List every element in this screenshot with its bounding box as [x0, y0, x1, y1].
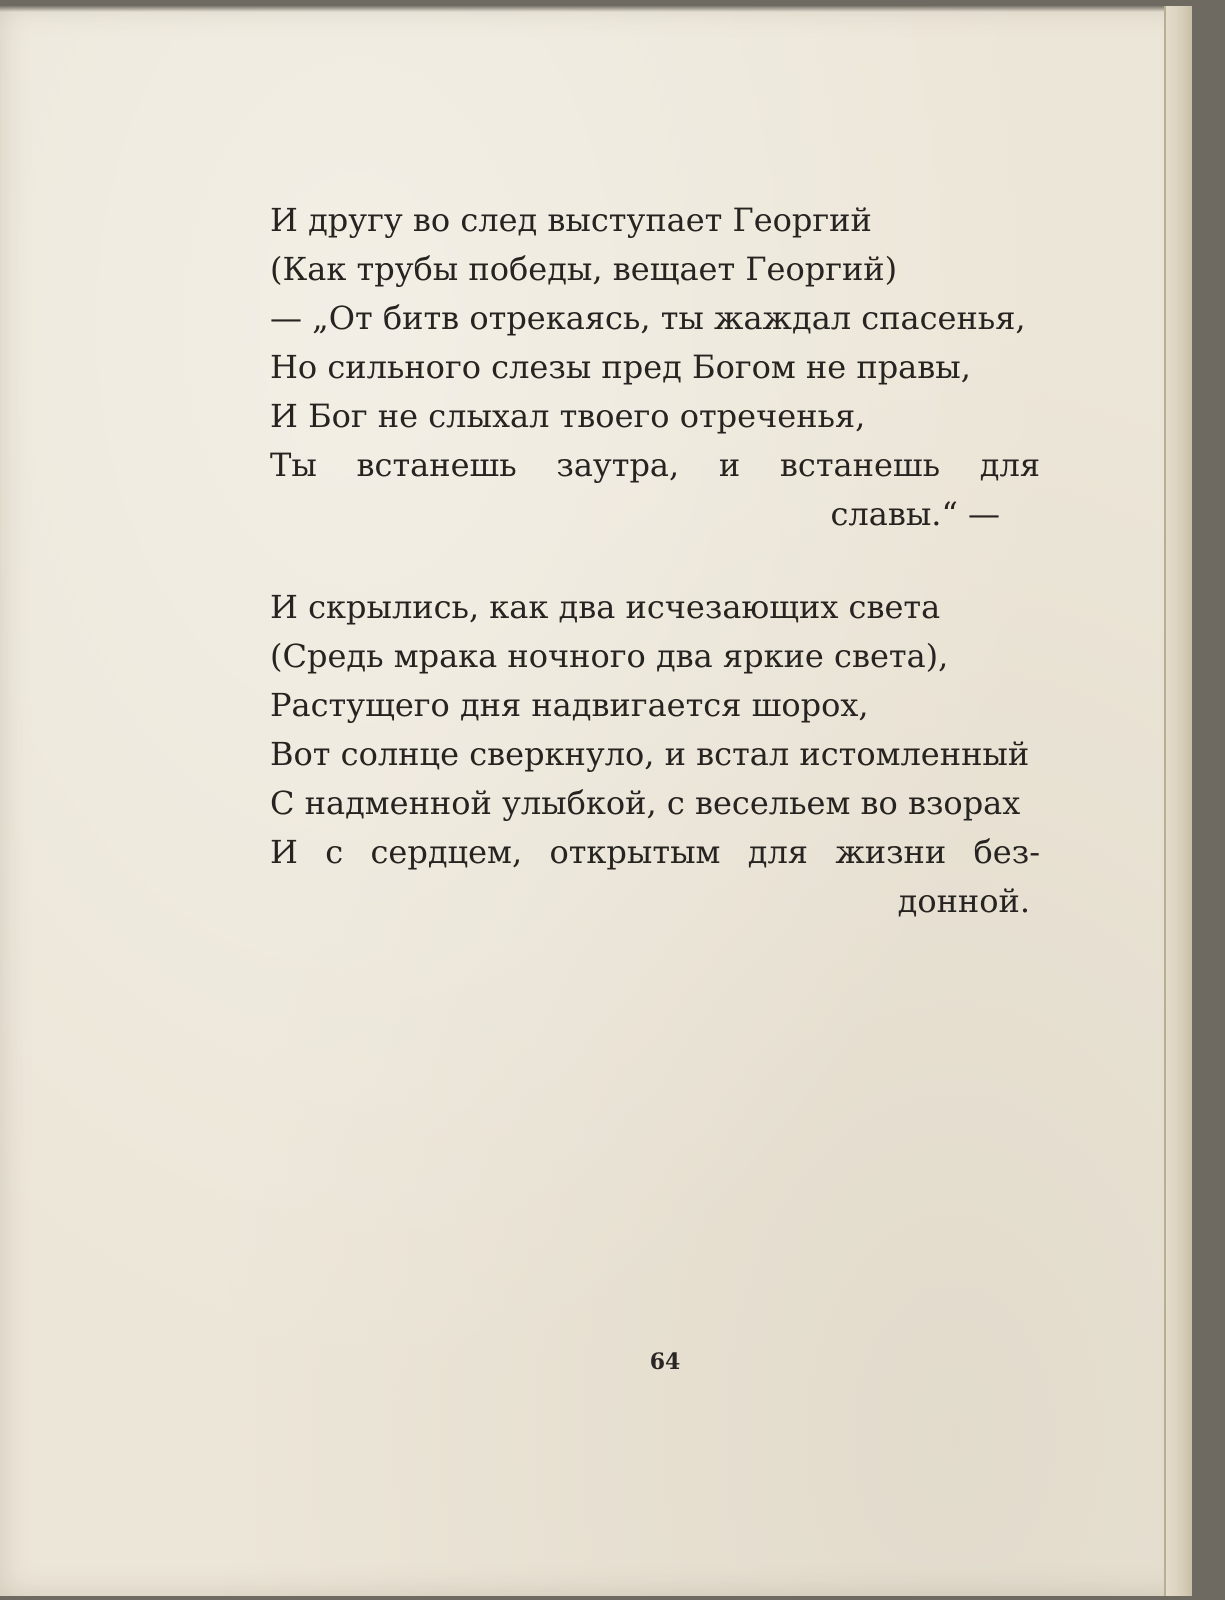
- poem-line: Но сильного слезы пред Богом не правы,: [270, 348, 971, 386]
- page-number: 64: [649, 1349, 681, 1375]
- poem-line: (Как трубы победы, вещает Георгий): [270, 250, 898, 288]
- poem-line: И Бог не слыхал твоего отреченья,: [270, 397, 866, 435]
- poem-line-continuation: славы.“ —: [830, 495, 1000, 533]
- poem-line: И скрылись, как два исчезающих света: [270, 588, 941, 626]
- poem-line: (Средь мрака ночного два яркие света),: [270, 637, 949, 675]
- poem-line: Ты встанешь заутра, и встанешь для: [270, 446, 1040, 484]
- page-top-edge: [0, 6, 1192, 12]
- stanza-1: [270, 196, 1040, 539]
- poem-line: И другу во след выступает Георгий: [270, 201, 872, 239]
- stanza-2: [270, 583, 1040, 926]
- poem-line: И с сердцем, открытым для жизни без-: [270, 833, 1040, 871]
- poem-line: С надменной улыбкой, с весельем во взорах: [270, 784, 1021, 822]
- poem-line: — „От битв отрекаясь, ты жаждал спасенья,: [270, 299, 1026, 337]
- poem-line-continuation: донной.: [897, 882, 1030, 920]
- poem-line: Вот солнце сверкнуло, и встал истомленный: [270, 735, 1030, 773]
- poem-text: [270, 196, 1040, 926]
- poem-line: Растущего дня надвигается шорох,: [270, 686, 869, 724]
- book-page: [0, 6, 1192, 1596]
